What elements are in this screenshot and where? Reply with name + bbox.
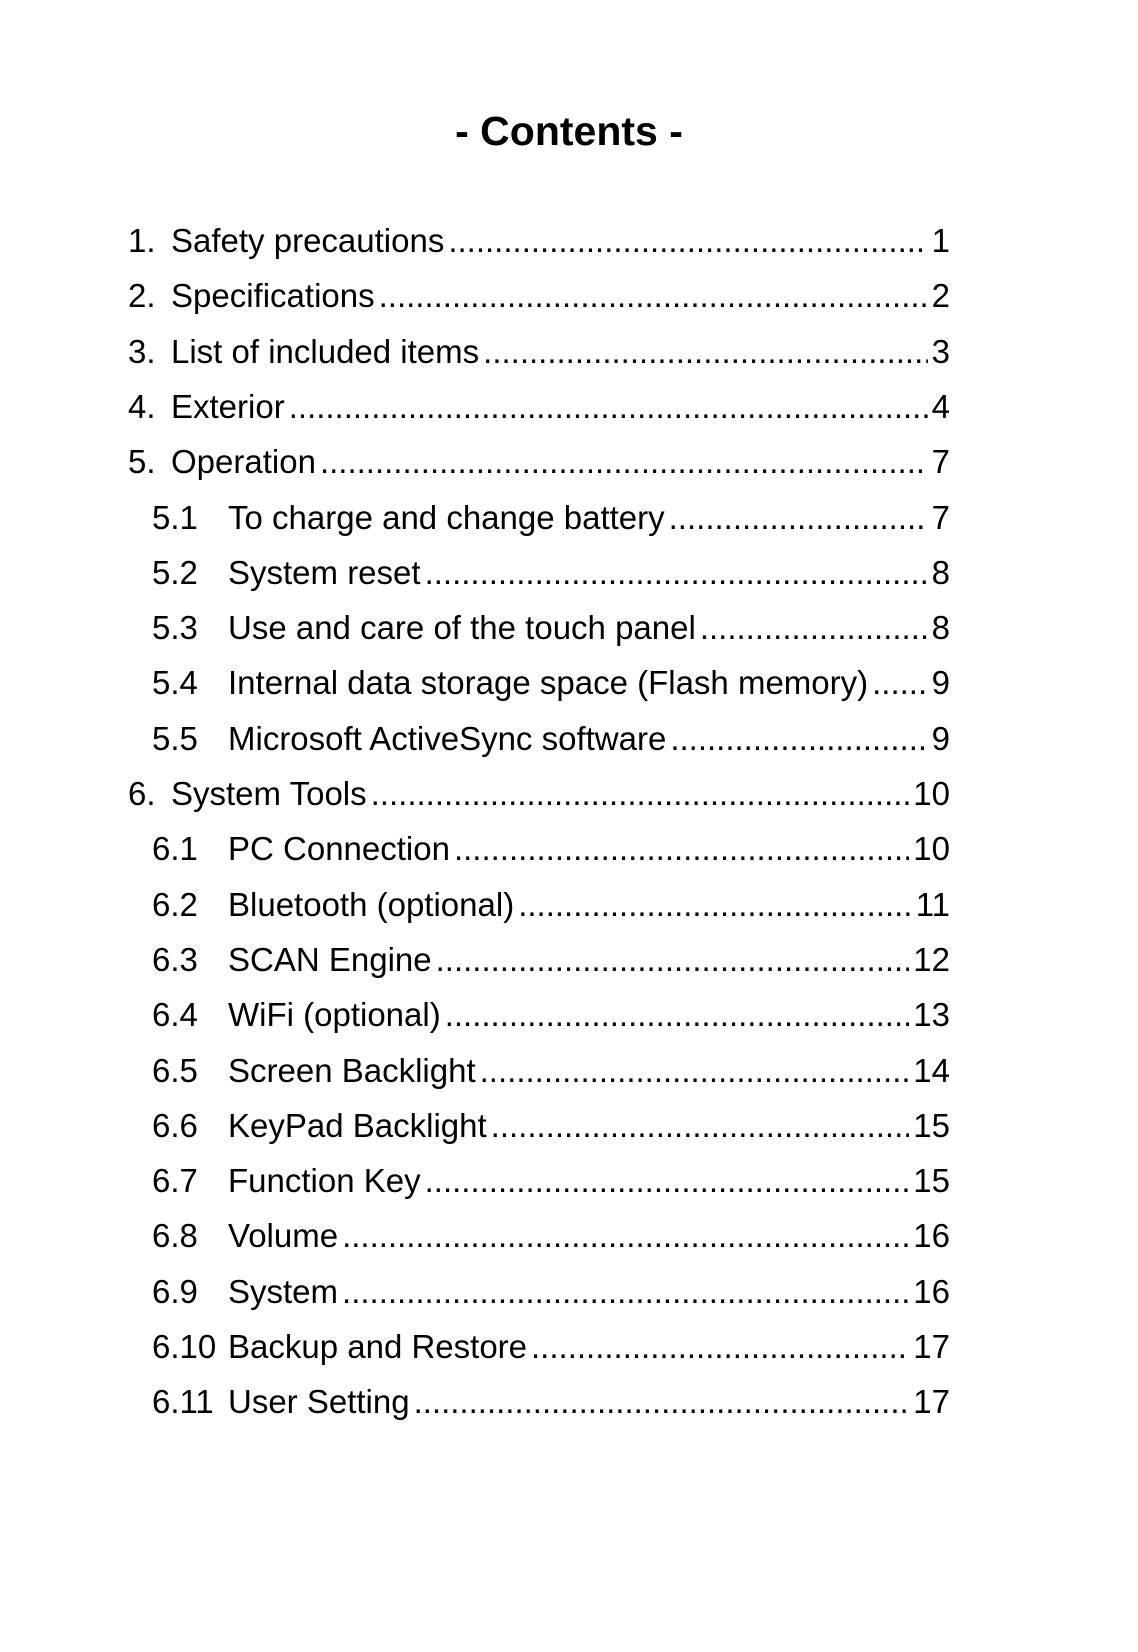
toc-entry-number: 6.11 bbox=[152, 1383, 214, 1420]
toc-entry-page-number: 7 bbox=[931, 499, 950, 536]
toc-entry[interactable] bbox=[0, 276, 1138, 316]
toc-entry-label: System Tools bbox=[171, 775, 367, 812]
dot-leader bbox=[342, 1272, 909, 1312]
toc-entry-page-number: 8 bbox=[931, 609, 950, 646]
toc-entry[interactable] bbox=[0, 1216, 1138, 1256]
dot-leader bbox=[448, 221, 927, 261]
toc-entry-page-number: 9 bbox=[931, 664, 950, 701]
toc-entry-number: 4. bbox=[128, 388, 156, 425]
dot-leader bbox=[371, 774, 910, 814]
toc-entry-page-number: 8 bbox=[931, 554, 950, 591]
dot-leader bbox=[379, 276, 928, 316]
toc-entry-number: 5.5 bbox=[152, 720, 198, 757]
toc-entry[interactable] bbox=[0, 885, 1138, 925]
toc-entry-number: 6.6 bbox=[152, 1107, 198, 1144]
dot-leader bbox=[872, 663, 928, 703]
toc-entry[interactable] bbox=[0, 498, 1138, 538]
toc-entry-page-number: 15 bbox=[913, 1162, 950, 1199]
toc-entry[interactable] bbox=[0, 553, 1138, 593]
toc-entry[interactable] bbox=[0, 1106, 1138, 1146]
toc-entry-page-number: 13 bbox=[913, 996, 950, 1033]
toc-entry-number: 5. bbox=[128, 443, 156, 480]
toc-entry[interactable] bbox=[0, 1051, 1138, 1091]
toc-entry-page-number: 10 bbox=[913, 830, 950, 867]
toc-entry-number: 6. bbox=[128, 775, 156, 812]
toc-entry[interactable] bbox=[0, 774, 1138, 814]
toc-entry-number: 6.1 bbox=[152, 830, 198, 867]
toc-entry[interactable] bbox=[0, 719, 1138, 759]
dot-leader bbox=[518, 885, 912, 925]
toc-entry-page-number: 17 bbox=[913, 1383, 950, 1420]
dot-leader bbox=[414, 1382, 910, 1422]
dot-leader bbox=[425, 553, 928, 593]
toc-entry[interactable] bbox=[0, 663, 1138, 703]
toc-entry-number: 6.4 bbox=[152, 996, 198, 1033]
toc-entry-label: KeyPad Backlight bbox=[228, 1107, 487, 1144]
toc-entry-label: Volume bbox=[228, 1217, 339, 1254]
toc-entry-label: Exterior bbox=[171, 388, 285, 425]
toc-entry-label: PC Connection bbox=[228, 830, 450, 867]
toc-entry-label: User Setting bbox=[228, 1383, 410, 1420]
toc-entry-number: 5.3 bbox=[152, 609, 198, 646]
toc-entry-number: 2. bbox=[128, 277, 156, 314]
toc-entry[interactable] bbox=[0, 221, 1138, 261]
dot-leader bbox=[531, 1327, 909, 1367]
toc-entry[interactable] bbox=[0, 995, 1138, 1035]
toc-entry-label: SCAN Engine bbox=[228, 941, 432, 978]
toc-entry-number: 5.1 bbox=[152, 499, 198, 536]
dot-leader bbox=[670, 719, 927, 759]
toc-entry[interactable] bbox=[0, 940, 1138, 980]
dot-leader bbox=[445, 995, 910, 1035]
toc-entry[interactable] bbox=[0, 1272, 1138, 1312]
toc-entry-label: List of included items bbox=[171, 333, 480, 370]
toc-entry-number: 6.2 bbox=[152, 886, 198, 923]
dot-leader bbox=[289, 387, 928, 427]
toc-entry-page-number: 1 bbox=[931, 222, 950, 259]
toc-entry-number: 3. bbox=[128, 333, 156, 370]
toc-entry[interactable] bbox=[0, 608, 1138, 648]
toc-entry-label: Operation bbox=[171, 443, 316, 480]
toc-entry-label: To charge and change battery bbox=[228, 499, 665, 536]
toc-entry-number: 6.10 bbox=[152, 1328, 217, 1365]
toc-entry-label: Bluetooth (optional) bbox=[228, 886, 515, 923]
toc-entry-page-number: 15 bbox=[913, 1107, 950, 1144]
dot-leader bbox=[436, 940, 910, 980]
toc-entry-number: 6.8 bbox=[152, 1217, 198, 1254]
page-title: - Contents - bbox=[455, 108, 683, 154]
toc-entry-label: Specifications bbox=[171, 277, 375, 314]
toc-entry-number: 6.7 bbox=[152, 1162, 198, 1199]
toc-entry-page-number: 4 bbox=[931, 388, 950, 425]
toc-entry-label: Use and care of the touch panel bbox=[228, 609, 696, 646]
toc-entry[interactable] bbox=[0, 1382, 1138, 1422]
toc-entry-label: System reset bbox=[228, 554, 421, 591]
toc-entry-page-number: 16 bbox=[913, 1273, 950, 1310]
toc-entry[interactable] bbox=[0, 1161, 1138, 1201]
toc-entry-label: Microsoft ActiveSync software bbox=[228, 720, 667, 757]
toc-entry-label: Screen Backlight bbox=[228, 1052, 476, 1089]
toc-entry-label: WiFi (optional) bbox=[228, 996, 441, 1033]
toc-entry[interactable] bbox=[0, 332, 1138, 372]
toc-entry-label: Internal data storage space (Flash memory) bbox=[228, 664, 869, 701]
toc-entry-page-number: 11 bbox=[915, 886, 950, 923]
dot-leader bbox=[491, 1106, 910, 1146]
dot-leader bbox=[480, 1051, 910, 1091]
toc-entry-number: 5.4 bbox=[152, 664, 198, 701]
toc-entry-number: 1. bbox=[128, 222, 156, 259]
toc-entry-page-number: 3 bbox=[931, 333, 950, 370]
toc-entry-page-number: 16 bbox=[913, 1217, 950, 1254]
toc-entry[interactable] bbox=[0, 829, 1138, 869]
dot-leader bbox=[425, 1161, 910, 1201]
toc-entry-label: Function Key bbox=[228, 1162, 421, 1199]
toc-entry[interactable] bbox=[0, 387, 1138, 427]
toc-entry-number: 6.5 bbox=[152, 1052, 198, 1089]
toc-entry-label: System bbox=[228, 1273, 339, 1310]
toc-entry-label: Safety precautions bbox=[171, 222, 445, 259]
dot-leader bbox=[700, 608, 928, 648]
toc-entry-page-number: 7 bbox=[931, 443, 950, 480]
toc-entry-page-number: 12 bbox=[913, 941, 950, 978]
dot-leader bbox=[669, 498, 928, 538]
toc-entry-number: 5.2 bbox=[152, 554, 198, 591]
toc-entry-page-number: 2 bbox=[931, 277, 950, 314]
toc-entry-label: Backup and Restore bbox=[228, 1328, 528, 1365]
toc-entry-page-number: 9 bbox=[931, 720, 950, 757]
toc-entry-number: 6.9 bbox=[152, 1273, 198, 1310]
dot-leader bbox=[454, 829, 909, 869]
toc-entry-page-number: 10 bbox=[913, 775, 950, 812]
toc-entry-page-number: 17 bbox=[913, 1328, 950, 1365]
dot-leader bbox=[483, 332, 927, 372]
dot-leader bbox=[320, 442, 928, 482]
toc-entry-page-number: 14 bbox=[913, 1052, 950, 1089]
dot-leader bbox=[342, 1216, 909, 1256]
toc-entry-number: 6.3 bbox=[152, 941, 198, 978]
toc-entry[interactable] bbox=[0, 1327, 1138, 1367]
toc-entry[interactable] bbox=[0, 442, 1138, 482]
